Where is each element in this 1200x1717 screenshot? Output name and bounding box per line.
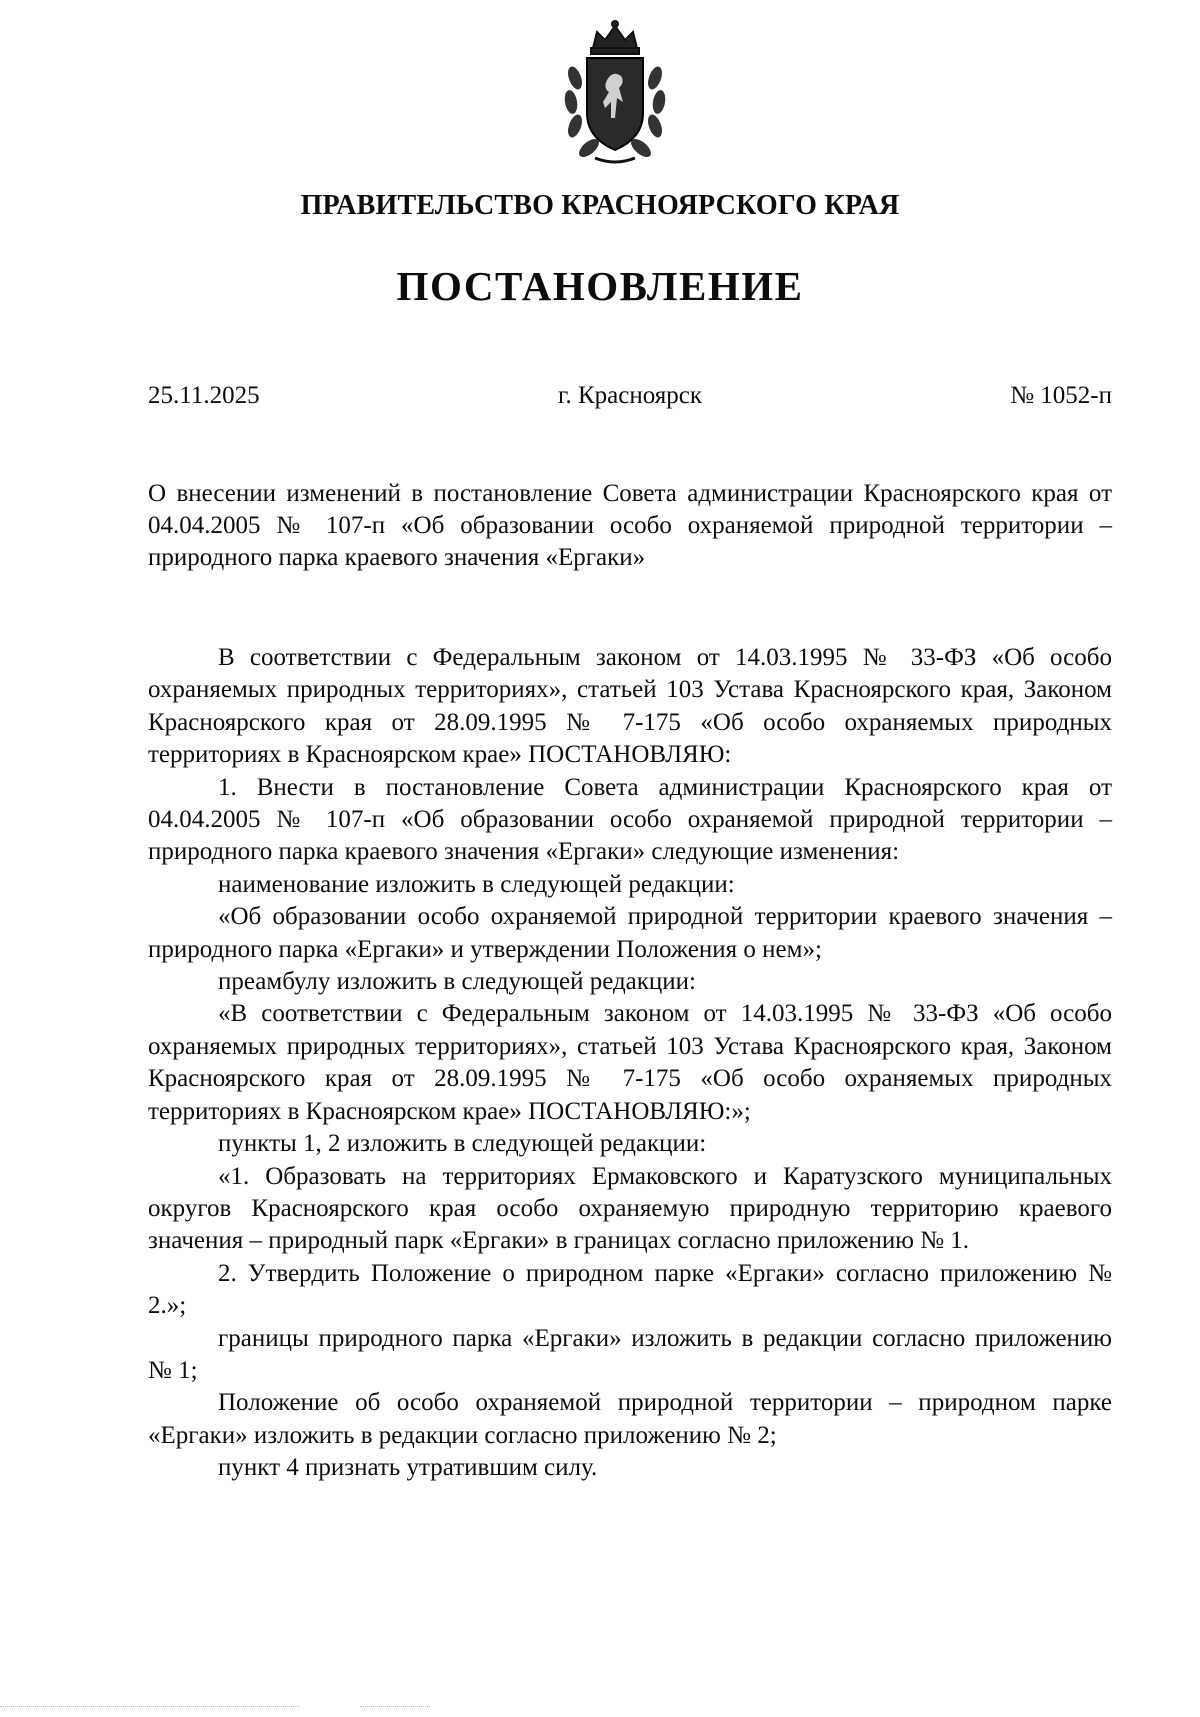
paragraph: наименование изложить в следующей редакции: (218, 870, 735, 898)
paragraph: 2. Утвердить Положение о природном парке «Ергаки» согласно приложению № 2.»; (148, 1259, 1112, 1320)
coat-of-arms-icon (555, 18, 675, 168)
document-body (148, 642, 1112, 1485)
paragraph: преамбулу изложить в следующей редакции: (218, 968, 697, 996)
paragraph: «Об образовании особо охраняемой природной территории краевого значения – природного парка «Ергаки» и утверждении Положения о нем»; (148, 903, 1112, 963)
document-subject: О внесении изменений в постановление Совета администрации Красноярского края от 04.04.2005 № 107-п «Об образовании особо охраняемой природной территории – природного парка краевого значения «Ергаки» (148, 480, 1112, 571)
paragraph: Положение об особо охраняемой природной территории – природном парке «Ергаки» изложить в редакции согласно приложению № 2; (148, 1389, 1112, 1449)
footer-divider (0, 1706, 300, 1711)
document-type-heading: ПОСТАНОВЛЕНИЕ (396, 263, 804, 309)
document-city: г. Красноярск (558, 382, 702, 409)
document-date: 25.11.2025 (148, 382, 260, 409)
paragraph: пункты 1, 2 изложить в следующей редакции: (218, 1130, 707, 1158)
document-number: № 1052-п (1010, 382, 1112, 409)
organization-title: ПРАВИТЕЛЬСТВО КРАСНОЯРСКОГО КРАЯ (300, 190, 900, 221)
paragraph: «В соответствии с Федеральным законом от 14.03.1995 № 33-ФЗ «Об особо охраняемых природных территориях», статьей 103 Устава Красноярского края, Законом Красноярского края от 28.09.1995 № 7-175 «Об особо охраняемых природных территориях в Красноярском крае» ПОСТАНОВЛЯЮ:»; (148, 1000, 1112, 1125)
footer-divider (360, 1706, 430, 1711)
paragraph: границы природного парка «Ергаки» изложить в редакции согласно приложению № 1; (148, 1324, 1112, 1384)
paragraph: «1. Образовать на территориях Ермаковского и Каратузского муниципальных округов Красноярского края особо охраняемую природную территорию краевого значения – природный парк «Ергаки» в границах согласно приложению № 1. (148, 1162, 1112, 1255)
paragraph: пункт 4 признать утратившим силу. (218, 1454, 598, 1482)
paragraph: 1. Внести в постановление Совета администрации Красноярского края от 04.04.2005 № 107-п «Об образовании особо охраняемой природной территории – природного парка краевого значения «Ергаки» следующие изменения: (148, 773, 1112, 866)
paragraph: В соответствии с Федеральным законом от 14.03.1995 № 33-ФЗ «Об особо охраняемых природных территориях», статьей 103 Устава Красноярского края, Законом Красноярского края от 28.09.1995 № 7-175 «Об особо охраняемых природных территориях в Красноярском крае» ПОСТАНОВЛЯЮ: (148, 644, 1112, 769)
